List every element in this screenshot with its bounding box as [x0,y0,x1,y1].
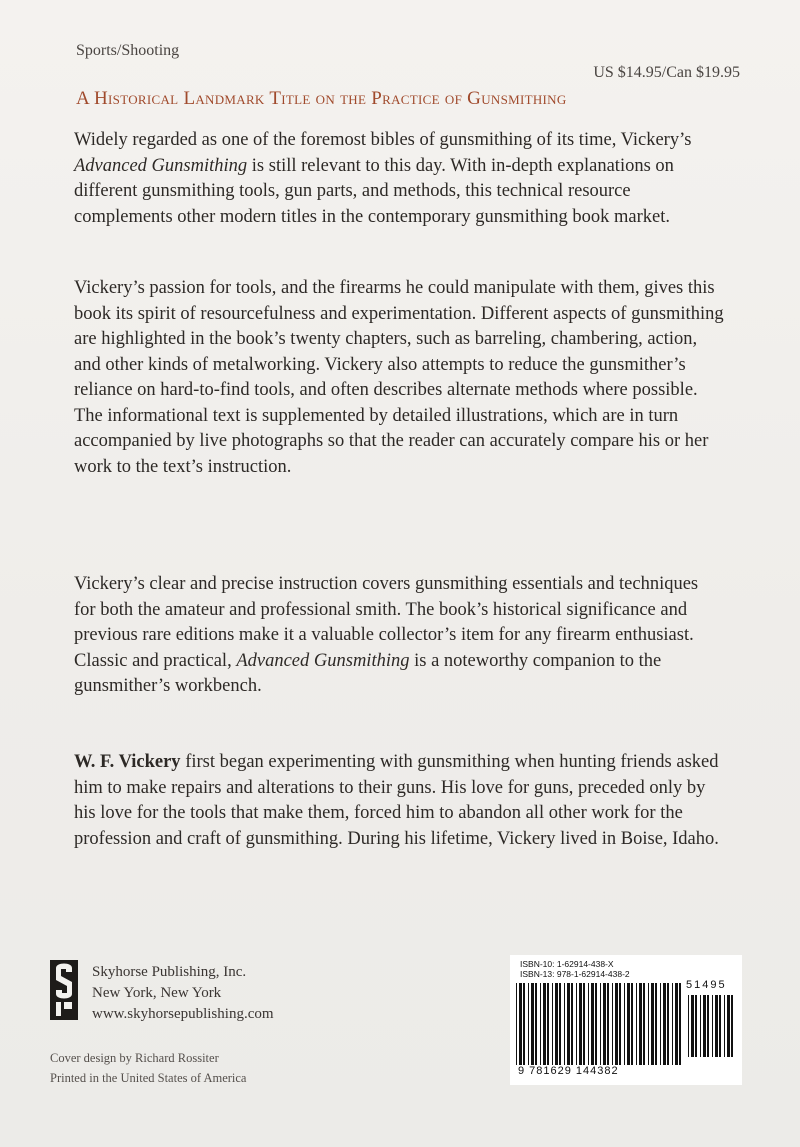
barcode-bar [631,983,633,1065]
barcode-bar [619,983,621,1065]
barcode-bar [712,995,713,1057]
barcode-bar [535,983,537,1065]
publisher-url[interactable]: www.skyhorsepublishing.com [92,1006,274,1022]
book-title-italic: Advanced Gunsmithing [236,650,410,671]
barcode-bar [675,983,678,1065]
barcode-bar [695,995,697,1057]
barcode-bar [547,983,549,1065]
barcode-bar [663,983,666,1065]
barcode-bar [667,983,669,1065]
barcode-bar [660,983,661,1065]
barcode-bar [603,983,606,1065]
skyhorse-logo-icon [50,960,78,1020]
barcode-ean-bars [514,983,682,1065]
barcode-bar [543,983,546,1065]
category-label: Sports/Shooting [76,42,180,59]
book-title-italic: Advanced Gunsmithing [74,155,248,176]
barcode-bar [579,983,582,1065]
isbn13-text: ISBN-13: 978-1-62914-438-2 [520,969,630,979]
barcode-bar [636,983,637,1065]
barcode-bar [607,983,609,1065]
credits-block [50,1048,246,1088]
barcode-bar [679,983,681,1065]
barcode-bar [624,983,625,1065]
barcode-bar [672,983,673,1065]
printed-in-credit: Printed in the United States of America [50,1071,247,1085]
author-name: W. F. Vickery [74,752,181,772]
publisher-block [92,962,274,1025]
barcode-bar [600,983,601,1065]
description-paragraph-2: Vickery’s passion for tools, and the firearms he could manipulate with them, gives this book its spirit of resourcefulness and experimentation. Different aspects of gunsmithing are highlighted in the book’s twenty chapters, such as barreling, chambering, action, and other kinds of metalworking. Vickery also attempts to reduce the gunsmither’s reliance on hard-to-find tools, and often describes alternate methods where possible. The informational text is supplemented by detailed illustrations, which are in turn accompanied by live photographs so that the reader can accurately compare his or her work to the text’s instruction. [74,278,724,477]
barcode-bar [519,983,522,1065]
barcode-bar [591,983,594,1065]
barcode-bar [688,995,689,1057]
barcode-bar [627,983,630,1065]
barcode-bar [719,995,721,1057]
barcode-bar [615,983,618,1065]
barcode-bar [555,983,558,1065]
barcode-bar [559,983,561,1065]
barcode-bar [523,983,525,1065]
barcode-bar [643,983,645,1065]
barcode-bar [516,983,517,1065]
barcode-bar [564,983,565,1065]
price-code-text: 51495 [686,979,727,991]
barcode-bar [731,995,733,1057]
barcode-bar [576,983,577,1065]
description-paragraph-3: Vickery’s clear and precise instruction covers gunsmithing essentials and techniques for both the amateur and professional smith. The book’s historical significance and previous rare editions make it a valuable collector’s item for any firearm enthusiast. Classic and practical, Advanced Gunsmithing is a noteworthy companion to the gunsmither’s workbench. [74,574,699,696]
barcode-bar [700,995,701,1057]
barcode-bar [552,983,553,1065]
isbn10-text: ISBN-10: 1-62914-438-X [520,959,614,969]
price-label: US $14.95/Can $19.95 [593,64,740,81]
barcode-bar [639,983,642,1065]
publisher-name: Skyhorse Publishing, Inc. [92,964,247,980]
barcode-bar [612,983,613,1065]
tagline: A Historical Landmark Title on the Practice of Gunsmithing [76,88,567,109]
barcode-bar [648,983,649,1065]
barcode-bar [588,983,589,1065]
barcode-bar [727,995,730,1057]
cover-design-credit: Cover design by Richard Rossiter [50,1051,219,1065]
barcode-bar [715,995,718,1057]
barcode-bar [724,995,725,1057]
barcode-label [510,955,742,1085]
publisher-city: New York, New York [92,985,222,1001]
barcode-bar [651,983,654,1065]
barcode-bar [595,983,597,1065]
barcode-bar [540,983,541,1065]
barcode-bar [571,983,573,1065]
barcode-bar [655,983,657,1065]
ean-number: 9 781629 144382 [518,1065,619,1077]
barcode-bar [707,995,709,1057]
barcode-bar [567,983,570,1065]
description-paragraph-1: Widely regarded as one of the foremost bibles of gunsmithing of its time, Vickery’s Advanced Gunsmithing is still relevant to this day. With in-depth explanations on different gunsmithing tools, gun parts, and methods, this technical resource complements other modern titles in the contemporary gunsmithing book market. [74,130,692,227]
barcode-bar [691,995,694,1057]
barcode-addon-bars [686,995,738,1057]
barcode-bar [703,995,706,1057]
barcode-bar [583,983,585,1065]
barcode-bar [528,983,529,1065]
author-bio: W. F. Vickery first began experimenting with gunsmithing when hunting friends asked him to make repairs and alterations to their guns. His love for guns, preceded only by his love for the tools that make them, forced him to abandon all other work for the profession and craft of gunsmithing. During his lifetime, Vickery lived in Boise, Idaho. [74,752,719,849]
barcode-bar [531,983,534,1065]
